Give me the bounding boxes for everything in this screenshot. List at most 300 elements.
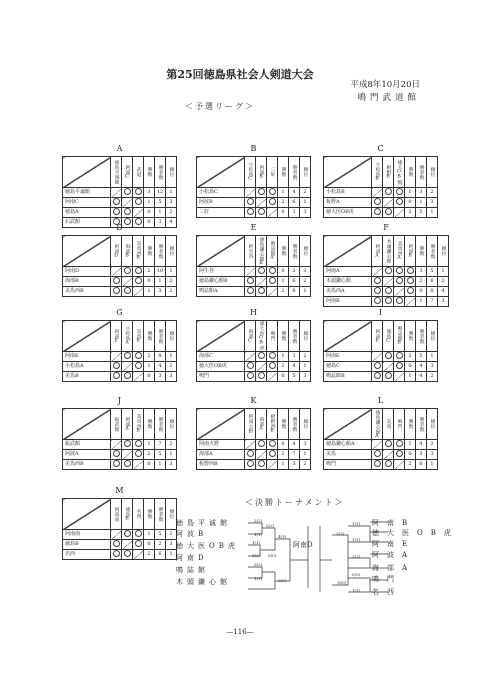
stat-cell: 0: [405, 198, 416, 208]
league-group: [323, 396, 438, 470]
bracket-team-left: 徳大医OB虎: [176, 542, 239, 550]
bracket-score: 3(2): [252, 553, 261, 558]
match-result: [383, 198, 394, 208]
bracket-team-right: 徳大医OB虎: [372, 529, 459, 537]
stat-cell: 0: [427, 287, 438, 297]
stat-cell: 6: [416, 460, 427, 470]
column-header: 小松島A: [122, 321, 133, 352]
table-row: [63, 460, 177, 470]
stat-cell: 4: [289, 440, 300, 450]
stat-cell: 6: [289, 277, 300, 287]
team-name: 鳴誌館B: [324, 372, 372, 382]
column-header: 勝者数: [155, 321, 166, 352]
team-name: 鳴誌館A: [197, 287, 245, 297]
team-name: 美馬西A: [324, 287, 372, 297]
match-result: [372, 450, 383, 460]
match-result: [394, 198, 405, 208]
bracket-team-left: 木頭鎌心館: [176, 578, 231, 586]
stat-cell: 8: [289, 287, 300, 297]
team-name: 海部B: [63, 277, 111, 287]
group-table: [196, 320, 311, 382]
stat-cell: 3: [438, 297, 449, 307]
team-name: 木頭鎌心館: [324, 277, 372, 287]
match-result: [256, 440, 267, 450]
match-result: [122, 450, 133, 460]
team-name: 海部C: [197, 352, 245, 362]
match-result: [394, 287, 405, 297]
match-result: [133, 540, 144, 550]
match-result: [256, 277, 267, 287]
team-name: 阿南C: [63, 198, 111, 208]
column-header: 勝者数: [416, 157, 427, 188]
match-result: [267, 372, 278, 382]
event-date: 平成8年10月20日: [350, 80, 420, 90]
column-header: 勝者数: [289, 157, 300, 188]
column-header: 名西: [133, 499, 144, 530]
stat-cell: 10: [155, 267, 166, 277]
team-name: 阿南E: [63, 352, 111, 362]
match-result: [111, 460, 122, 470]
group-table: [196, 156, 311, 218]
team-name: 小松島C: [197, 188, 245, 198]
bracket-score: 2(2): [266, 523, 275, 528]
stat-cell: 6: [155, 550, 166, 560]
stat-cell: 3: [289, 267, 300, 277]
match-result: [133, 198, 144, 208]
match-result: [111, 208, 122, 218]
stat-cell: 2: [144, 267, 155, 277]
bracket-score: 1(1): [252, 540, 261, 545]
match-result: [267, 267, 278, 277]
table-row: [324, 460, 438, 470]
match-result: [267, 287, 278, 297]
match-result: [267, 362, 278, 372]
match-result: [394, 440, 405, 450]
stat-cell: 3: [427, 362, 438, 372]
team-name: 石武館: [63, 218, 111, 228]
table-row: [63, 440, 177, 450]
group-table: [323, 156, 438, 218]
column-header: 美馬西B: [133, 409, 144, 440]
bracket-team-right: 鳴門: [372, 575, 402, 583]
stat-cell: 3: [155, 218, 166, 228]
table-row: [197, 450, 311, 460]
match-result: [394, 277, 405, 287]
match-result: [383, 297, 394, 307]
stat-cell: 0: [144, 372, 155, 382]
stat-cell: 4: [166, 218, 177, 228]
match-result: [372, 352, 383, 362]
stat-cell: 4: [416, 362, 427, 372]
stat-cell: 3: [416, 188, 427, 198]
group-label: H: [250, 308, 257, 317]
match-result: [245, 188, 256, 198]
header-corner: [63, 321, 111, 352]
team-name: 阿南B: [324, 297, 372, 307]
page-title: 第25回徳島県社会人剣道大会: [166, 68, 314, 81]
bracket-team-right: 阿南B: [372, 519, 416, 527]
stat-cell: 3: [166, 198, 177, 208]
group-table: [323, 320, 438, 382]
match-result: [133, 277, 144, 287]
column-header: 勝数: [144, 157, 155, 188]
stat-cell: 3: [300, 372, 311, 382]
bracket-score: 0(0): [338, 580, 347, 585]
match-result: [256, 267, 267, 277]
group-label: E: [250, 223, 257, 232]
group-table: [196, 408, 311, 470]
stat-cell: 2: [166, 277, 177, 287]
table-row: [197, 277, 311, 287]
column-header: 順位: [166, 321, 177, 352]
column-header: 勝者数: [289, 236, 300, 267]
match-result: [245, 198, 256, 208]
column-header: 勝数: [144, 236, 155, 267]
match-result: [267, 450, 278, 460]
table-row: [197, 362, 311, 372]
match-result: [372, 277, 383, 287]
stat-cell: 0: [416, 287, 427, 297]
column-header: 順位: [300, 409, 311, 440]
table-row: [197, 287, 311, 297]
match-result: [111, 440, 122, 450]
match-result: [133, 460, 144, 470]
column-header: 阿南大野: [245, 409, 256, 440]
stat-cell: 0: [144, 540, 155, 550]
stat-cell: 3: [427, 450, 438, 460]
column-header: 美馬: [383, 409, 394, 440]
team-name: 板野西B: [197, 460, 245, 470]
tournament-winner: 阿南D: [293, 541, 313, 549]
stat-cell: 2: [166, 530, 177, 540]
match-result: [122, 277, 133, 287]
match-result: [256, 460, 267, 470]
table-row: [197, 198, 311, 208]
team-name: 三好: [197, 208, 245, 218]
stat-cell: 2: [144, 450, 155, 460]
match-result: [245, 460, 256, 470]
stat-cell: 2: [300, 188, 311, 198]
stat-cell: 2: [300, 352, 311, 362]
team-name: 美馬西B: [63, 287, 111, 297]
group-table: [323, 408, 438, 470]
header-corner: [63, 157, 111, 188]
stat-cell: 2: [278, 450, 289, 460]
stat-cell: 1: [155, 460, 166, 470]
stat-cell: 4: [155, 362, 166, 372]
stat-cell: 3: [416, 450, 427, 460]
column-header: 順位: [166, 236, 177, 267]
bracket-team-left: 阿南D: [176, 554, 208, 562]
stat-cell: 3: [416, 267, 427, 277]
bracket-score: 2(2): [254, 518, 263, 523]
match-result: [405, 287, 416, 297]
table-row: [63, 267, 177, 277]
stat-cell: 0: [278, 372, 289, 382]
table-row: [63, 362, 177, 372]
match-result: [245, 267, 256, 277]
column-header: 勝数: [144, 321, 155, 352]
stat-cell: 3: [155, 372, 166, 382]
team-name: 美馬西B: [63, 460, 111, 470]
match-result: [256, 188, 267, 198]
match-result: [122, 372, 133, 382]
stat-cell: 2: [166, 208, 177, 218]
stat-cell: 6: [289, 198, 300, 208]
stat-cell: 2: [405, 460, 416, 470]
stat-cell: 1: [166, 352, 177, 362]
stat-cell: 3: [144, 188, 155, 198]
header-corner: [197, 157, 245, 188]
match-result: [267, 440, 278, 450]
match-result: [267, 188, 278, 198]
stat-cell: 5: [155, 530, 166, 540]
bracket-score: 4(3): [278, 534, 287, 539]
match-result: [245, 362, 256, 372]
stat-cell: 5: [155, 198, 166, 208]
match-result: [383, 208, 394, 218]
league-group: [323, 308, 438, 382]
column-header: 美馬B: [133, 321, 144, 352]
column-header: 徳島鎌心館B: [256, 236, 267, 267]
stat-cell: 2: [278, 362, 289, 372]
stat-cell: 0: [144, 460, 155, 470]
match-result: [122, 188, 133, 198]
bracket-score: 1(1): [352, 521, 361, 526]
table-row: [324, 267, 449, 277]
column-header: 阿生谷: [245, 236, 256, 267]
team-name: 海部A: [197, 450, 245, 460]
table-row: [63, 352, 177, 362]
league-group: [196, 144, 311, 218]
match-result: [372, 297, 383, 307]
stat-cell: 2: [300, 277, 311, 287]
column-header: 順位: [438, 236, 449, 267]
match-result: [372, 188, 383, 198]
match-result: [256, 287, 267, 297]
table-row: [324, 362, 438, 372]
column-header: 勝数: [405, 409, 416, 440]
stat-cell: 0: [278, 208, 289, 218]
column-header: 勝者数: [427, 236, 438, 267]
stat-cell: 1: [405, 440, 416, 450]
match-result: [111, 188, 122, 198]
column-header: 順位: [427, 321, 438, 352]
stat-cell: 7: [289, 450, 300, 460]
match-result: [111, 267, 122, 277]
match-result: [111, 362, 122, 372]
column-header: 勝数: [278, 321, 289, 352]
stat-cell: 2: [416, 277, 427, 287]
table-row: [324, 277, 449, 287]
team-name: 美馬: [324, 450, 372, 460]
league-group: [62, 144, 177, 228]
column-header: 勝者数: [155, 157, 166, 188]
column-header: 阿南C: [122, 157, 133, 188]
table-row: [63, 277, 177, 287]
bracket-team-right: 名西: [372, 588, 402, 596]
bracket-score: 1(1): [352, 537, 361, 542]
stat-cell: 1: [144, 362, 155, 372]
group-label: J: [117, 396, 122, 405]
table-row: [63, 287, 177, 297]
match-result: [111, 372, 122, 382]
team-name: 阿南D: [63, 267, 111, 277]
team-name: 鳴門: [197, 372, 245, 382]
group-table: [196, 235, 311, 297]
stat-cell: 5: [416, 208, 427, 218]
header-corner: [197, 236, 245, 267]
league-group: [196, 396, 311, 470]
column-header: 三好: [267, 157, 278, 188]
match-result: [111, 352, 122, 362]
stat-cell: 1: [300, 287, 311, 297]
column-header: 徳大OB館: [394, 157, 405, 188]
match-result: [394, 188, 405, 198]
league-group: [196, 223, 311, 297]
group-label: A: [116, 144, 123, 153]
match-result: [394, 208, 405, 218]
match-result: [245, 208, 256, 218]
page-number: —116—: [226, 628, 254, 636]
stat-cell: 1: [427, 208, 438, 218]
stat-cell: 5: [289, 372, 300, 382]
header-corner: [197, 321, 245, 352]
team-name: 阿南A: [324, 267, 372, 277]
team-name: 徳島鎌心館A: [324, 440, 372, 450]
match-result: [405, 297, 416, 307]
match-result: [267, 460, 278, 470]
stat-cell: 3: [289, 352, 300, 362]
stat-cell: 1: [427, 352, 438, 362]
column-header: 勝数: [416, 236, 427, 267]
column-header: 徳島鎌心館A: [372, 409, 383, 440]
team-name: 徳島B: [63, 540, 111, 550]
match-result: [405, 267, 416, 277]
column-header: 海部B: [122, 236, 133, 267]
table-row: [197, 440, 311, 450]
match-result: [267, 277, 278, 287]
match-result: [394, 362, 405, 372]
match-result: [383, 372, 394, 382]
stat-cell: 4: [289, 188, 300, 198]
stat-cell: 4: [289, 362, 300, 372]
stat-cell: 1: [278, 460, 289, 470]
column-header: 小松島B: [372, 157, 383, 188]
stat-cell: 1: [427, 460, 438, 470]
table-row: [197, 188, 311, 198]
stat-cell: 4: [416, 372, 427, 382]
stat-cell: 3: [166, 460, 177, 470]
table-row: [324, 352, 438, 362]
match-result: [383, 460, 394, 470]
team-name: 徳島平诚館: [63, 188, 111, 198]
column-header: 勝数: [144, 409, 155, 440]
match-result: [256, 352, 267, 362]
group-label: B: [250, 144, 257, 153]
group-label: D: [116, 223, 123, 232]
stat-cell: 2: [144, 352, 155, 362]
column-header: 美馬西B: [133, 236, 144, 267]
column-header: 振武館: [111, 409, 122, 440]
match-result: [372, 287, 383, 297]
match-result: [394, 460, 405, 470]
league-group: [323, 223, 449, 307]
stat-cell: 0: [144, 277, 155, 287]
column-header: 阿南南: [111, 499, 122, 530]
league-group: [323, 144, 438, 218]
column-header: 板野B: [383, 157, 394, 188]
stat-cell: 3: [166, 540, 177, 550]
match-result: [133, 352, 144, 362]
match-result: [267, 352, 278, 362]
stat-cell: 1: [144, 530, 155, 540]
bracket-team-left: 鳴誌館: [176, 566, 209, 574]
group-label: G: [116, 308, 123, 317]
table-row: [197, 352, 311, 362]
match-result: [383, 440, 394, 450]
column-header: 勝者数: [416, 321, 427, 352]
table-row: [324, 440, 438, 450]
table-row: [63, 198, 177, 208]
stat-cell: 5: [155, 450, 166, 460]
group-table: [323, 235, 449, 307]
team-name: 阿南E: [324, 352, 372, 362]
column-header: 勝数: [278, 157, 289, 188]
match-result: [111, 530, 122, 540]
header-corner: [63, 409, 111, 440]
header-corner: [63, 236, 111, 267]
match-result: [372, 198, 383, 208]
column-header: 木頭鎌心館: [383, 236, 394, 267]
match-result: [245, 450, 256, 460]
match-result: [122, 530, 133, 540]
match-result: [133, 287, 144, 297]
team-name: 阿波B: [197, 198, 245, 208]
match-result: [256, 450, 267, 460]
match-result: [383, 267, 394, 277]
stat-cell: 2: [438, 277, 449, 287]
stat-cell: 2: [427, 440, 438, 450]
match-result: [133, 372, 144, 382]
match-result: [245, 287, 256, 297]
match-result: [133, 550, 144, 560]
column-header: 順位: [427, 157, 438, 188]
column-header: 順位: [166, 157, 177, 188]
stat-cell: 2: [144, 550, 155, 560]
table-row: [197, 460, 311, 470]
stat-cell: 3: [300, 208, 311, 218]
stat-cell: 1: [155, 208, 166, 218]
column-header: 阿南B: [405, 236, 416, 267]
column-header: 勝者数: [289, 409, 300, 440]
team-name: 鳴門: [324, 460, 372, 470]
match-result: [111, 287, 122, 297]
stat-cell: 12: [155, 188, 166, 198]
team-name: 阿生谷: [197, 267, 245, 277]
column-header: 美馬西A: [394, 236, 405, 267]
match-result: [122, 440, 133, 450]
match-result: [267, 198, 278, 208]
team-name: 美馬B: [63, 372, 111, 382]
match-result: [133, 530, 144, 540]
team-name: 阿波A: [63, 450, 111, 460]
match-result: [133, 188, 144, 198]
match-result: [245, 440, 256, 450]
stat-cell: 1: [278, 352, 289, 362]
column-header: 勝者数: [416, 409, 427, 440]
bracket-score: 2(2): [336, 531, 345, 536]
